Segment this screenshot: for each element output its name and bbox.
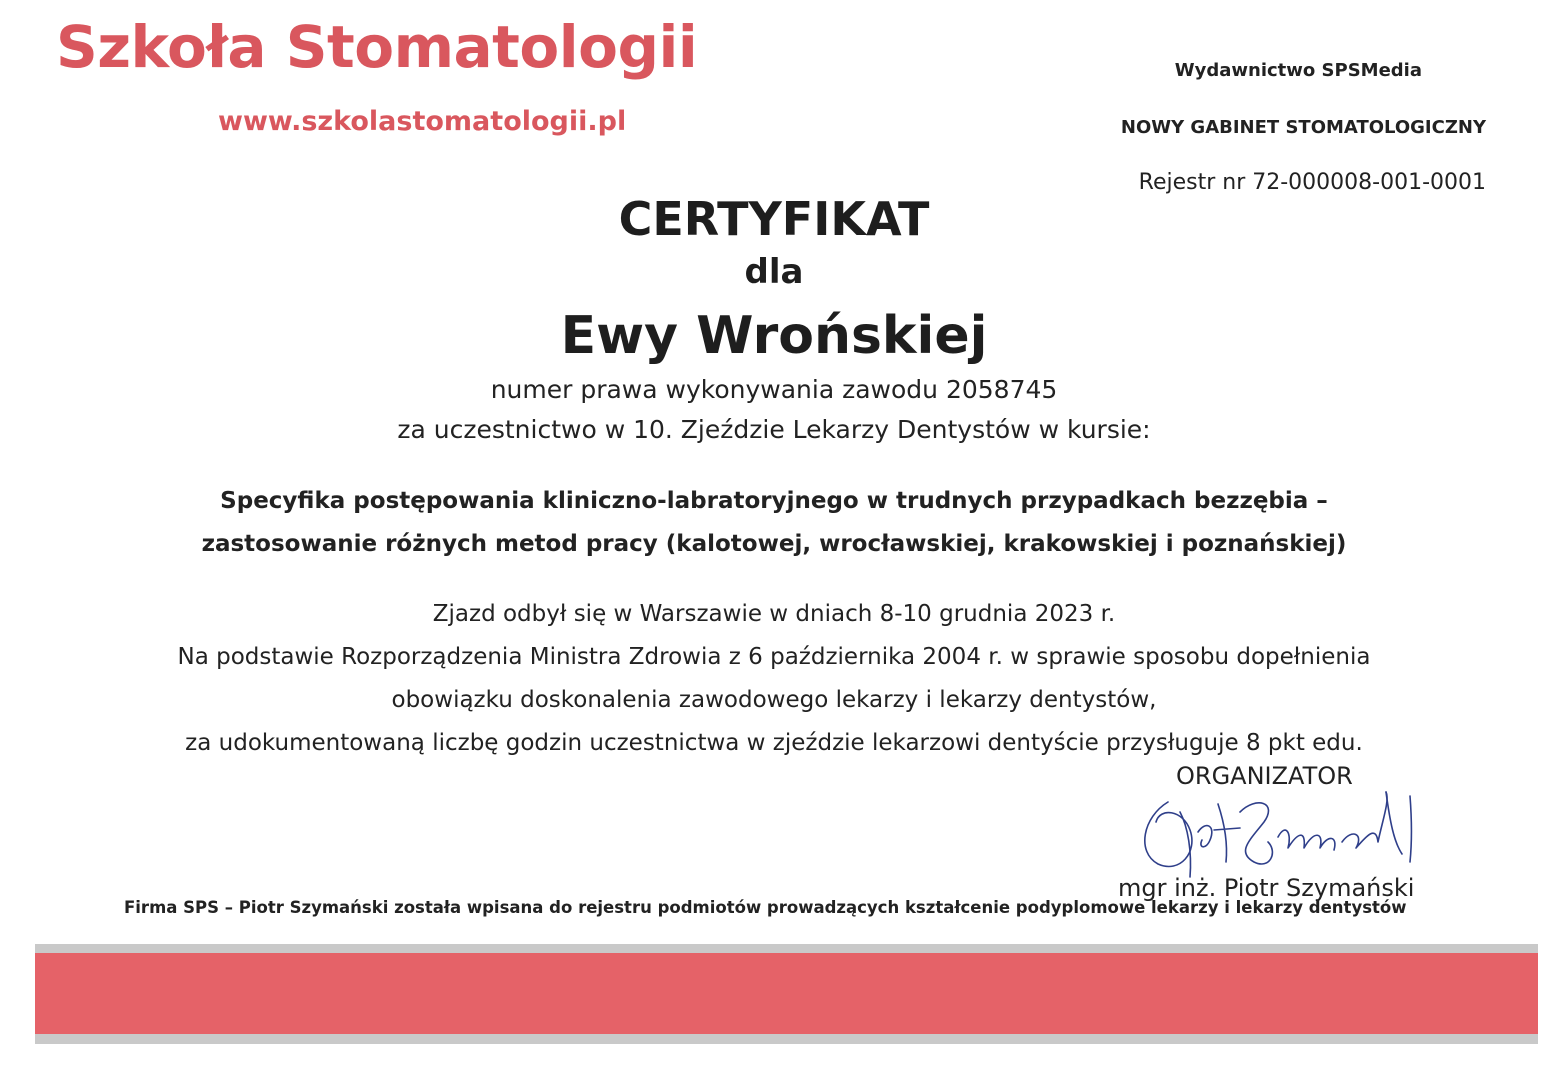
footer-stripe-red-band	[35, 953, 1538, 1034]
recipient-name: Ewy Wrońskiej	[560, 306, 988, 366]
register-number: Rejestr nr 72-000008-001-0001	[1138, 170, 1486, 195]
footer-stripe-top-band	[35, 944, 1538, 953]
publisher-name: Wydawnictwo SPSMedia	[1174, 60, 1422, 81]
footer-stripe-bottom-band	[35, 1034, 1538, 1044]
course-title-line-1: Specyfika postępowania kliniczno-labratoryjnego w trudnych przypadkach bezzębia –	[220, 488, 1328, 514]
course-title-line-2: zastosowanie różnych metod pracy (kalotowej, wrocławskiej, krakowskiej i poznańskiej)	[201, 531, 1347, 557]
signature-image	[1128, 782, 1428, 882]
license-number-line: numer prawa wykonywania zawodu 2058745	[490, 375, 1058, 404]
footer-registration-note: Firma SPS – Piotr Szymański została wpisana do rejestru podmiotów prowadzących kształcenie podyplomowe lekarzy i lekarzy dentystów	[124, 898, 1407, 917]
footer-stripe	[35, 944, 1538, 1044]
magazine-name: NOWY GABINET STOMATOLOGICZNY	[1120, 117, 1486, 138]
signature-strokes	[1145, 792, 1412, 877]
certificate-details	[0, 593, 1548, 765]
certificate-for: dla	[744, 252, 804, 292]
brand-title: Szkoła Stomatologii	[56, 13, 698, 81]
certificate-title: CERTYFIKAT	[618, 192, 930, 246]
participation-line: za uczestnictwo w 10. Zjeździe Lekarzy Dentystów w kursie:	[397, 415, 1151, 444]
details-line-1: Zjazd odbył się w Warszawie w dniach 8-10 grudnia 2023 r.	[432, 601, 1116, 627]
details-line-4: za udokumentowaną liczbę godzin uczestnictwa w zjeździe lekarzowi dentyście przysługuje 8 pkt edu.	[185, 730, 1363, 756]
signer-name: mgr inż. Piotr Szymański	[1118, 874, 1415, 902]
course-title	[0, 480, 1548, 566]
brand-url: www.szkolastomatologii.pl	[218, 106, 627, 137]
details-line-3: obowiązku doskonalenia zawodowego lekarzy i lekarzy dentystów,	[391, 687, 1157, 713]
organizer-label: ORGANIZATOR	[1176, 762, 1353, 790]
details-line-2: Na podstawie Rozporządzenia Ministra Zdrowia z 6 października 2004 r. w sprawie sposobu dopełnienia	[177, 644, 1371, 670]
